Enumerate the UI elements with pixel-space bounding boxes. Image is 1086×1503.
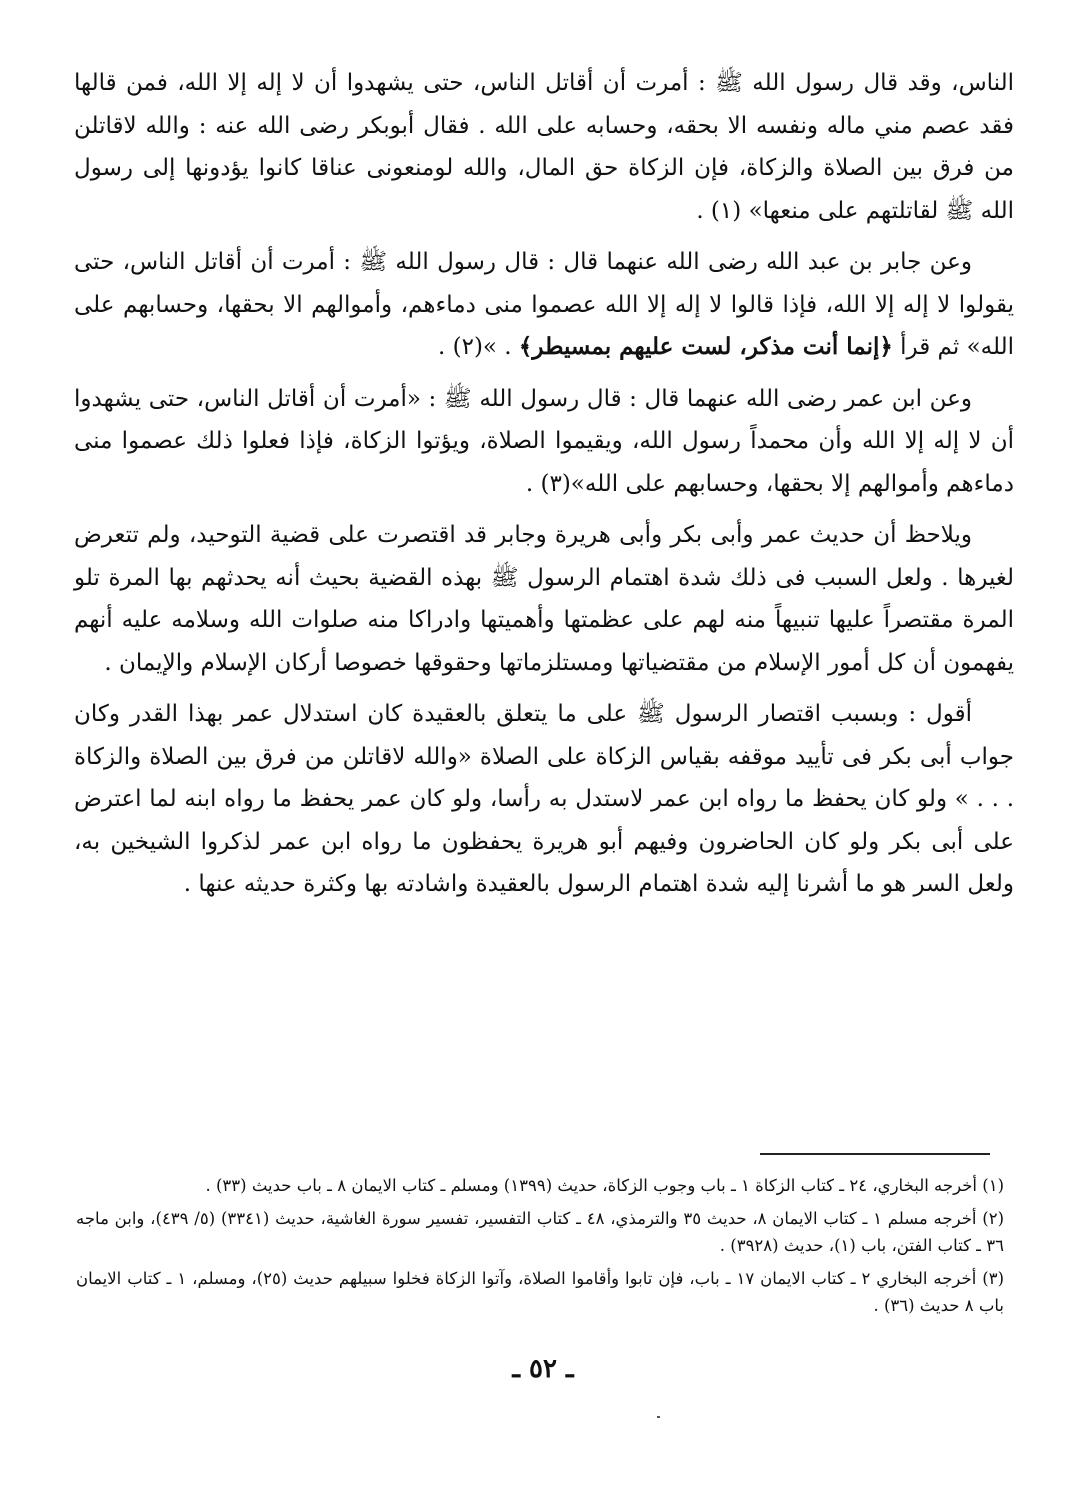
paragraph-1: الناس، وقد قال رسول الله ﷺ : أمرت أن أقاتل الناس، حتى يشهدوا أن لا إله إلا الله، فمن قالها فقد عصم مني ماله ونفسه الا بحقه، وحسابه على الله . فقال أبوبكر رضى الله عنه : والله لاقاتلن من فرق بين الصلاة والزكاة، فإن الزكاة حق المال، والله لومنعونى عناقا كانوا يؤدونها إلى رسول الله ﷺ لقاتلتهم على منعها» (١) .: [74, 70, 1014, 224]
quran-quote: ﴿إنما أنت مذكر، لست عليهم بمسيطر﴾: [518, 333, 893, 360]
paragraph-2-text-a: وعن جابر بن عبد الله رضى الله عنهما قال : قال رسول الله ﷺ : أمرت أن أقاتل الناس، حتى يقولوا لا إله إلا الله، فإذا قالوا لا إله إلا الله عصموا منى دماءهم، وأموالهم الا بحقها، وحسابهم على الله» ثم قرأ: [74, 249, 1014, 360]
footnote-2: (٢) أخرجه مسلم ١ ـ كتاب الايمان ٨، حديث ٣٥ والترمذي، ٤٨ ـ كتاب التفسير، تفسير سورة الغاشية، حديث (٣٣٤١) (٥/ ٤٣٩)، وابن ماجه ٣٦ ـ كتاب الفتن، باب (١)، حديث (٣٩٢٨) .: [76, 1209, 1005, 1255]
paragraph-2: [74, 241, 1014, 369]
scan-speck: [657, 1416, 660, 1418]
paragraph-3: وعن ابن عمر رضى الله عنهما قال : قال رسول الله ﷺ : «أمرت أن أقاتل الناس، حتى يشهدوا أن لا إله إلا الله وأن محمداً رسول الله، ويقيموا الصلاة، ويؤتوا الزكاة، فإذا فعلوا ذلك عصموا منى دماءهم وأموالهم إلا بحقها، وحسابهم على الله»(٣) .: [74, 385, 1014, 497]
footnotes-block: [76, 1172, 1004, 1325]
page-number: ـ ٥٢ ـ: [512, 1354, 574, 1384]
paragraph-2-text-b: . »(٢) .: [437, 334, 519, 360]
footnote-separator: [760, 1153, 990, 1155]
footnote-1: (١) أخرجه البخاري، ٢٤ ـ كتاب الزكاة ١ ـ باب وجوب الزكاة، حديث (١٣٩٩) ومسلم ـ كتاب الايمان ٨ ـ باب حديث (٣٣) .: [205, 1176, 1004, 1195]
main-text-block: [74, 62, 1014, 906]
footnote-3: (٣) أخرجه البخاري ٢ ـ كتاب الايمان ١٧ ـ باب، فإن تابوا وأقاموا الصلاة، وآتوا الزكاة فخلوا سبيلهم حديث (٢٥)، ومسلم، ١ ـ كتاب الايمان باب ٨ حديث (٣٦) .: [76, 1269, 1005, 1315]
paragraph-4: ويلاحظ أن حديث عمر وأبى بكر وأبى هريرة وجابر قد اقتصرت على قضية التوحيد، ولم تتعرض لغيرها . ولعل السبب فى ذلك شدة اهتمام الرسول ﷺ بهذه القضية بحيث أنه يحدثهم بها المرة تلو المرة مقتصراً عليها تنبيهاً منه لهم على عظمتها وأهميتها وادراكا منه صلوات الله وسلامه عليه أنهم يفهمون أن كل أمور الإسلام من مقتضياتها ومستلزماتها وحقوقها خصوصا أركان الإسلام والإيمان .: [74, 522, 1014, 676]
paragraph-5: أقول : وبسبب اقتصار الرسول ﷺ على ما يتعلق بالعقيدة كان استدلال عمر بهذا القدر وكان جواب أبى بكر فى تأييد موقفه بقياس الزكاة على الصلاة «والله لاقاتلن من فرق بين الصلاة والزكاة . . . » ولو كان يحفظ ما رواه ابن عمر لاستدل به رأسا، ولو كان عمر يحفظ ما رواه ابنه لما اعترض على أبى بكر ولو كان الحاضرون وفيهم أبو هريرة يحفظون ما رواه ابن عمر لذكروا الشيخين به، ولعل السر هو ما أشرنا إليه شدة اهتمام الرسول بالعقيدة واشادته بها وكثرة حديثه عنها .: [74, 701, 1014, 897]
